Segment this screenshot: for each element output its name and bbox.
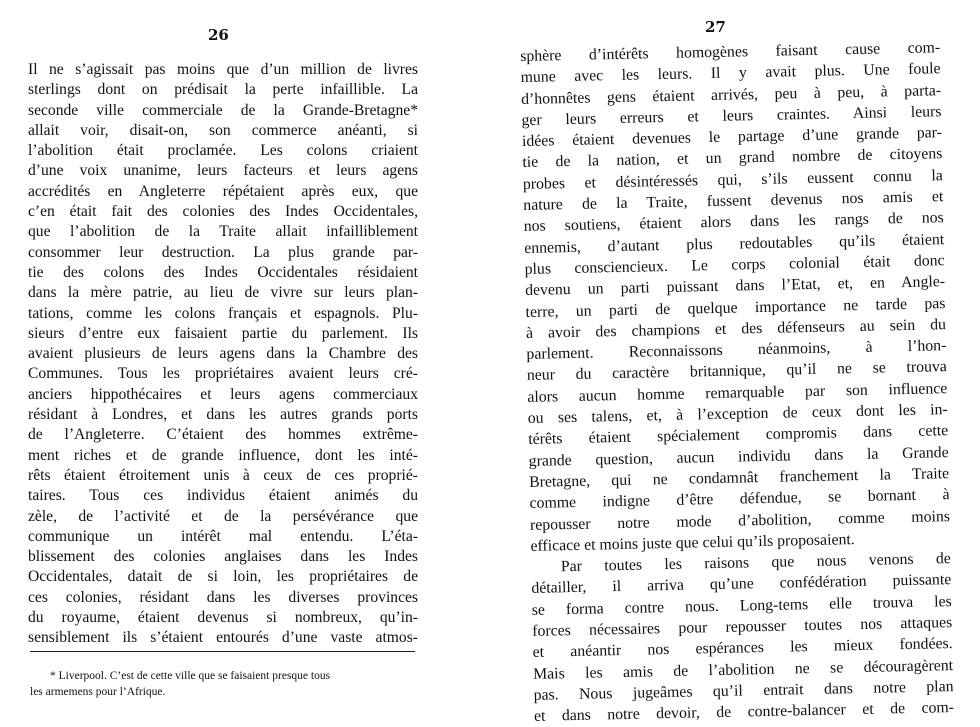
text-line: avaient plusieurs de leurs agens dans la Chambre des [28, 345, 418, 363]
page-number-right: 27 [705, 18, 726, 36]
text-line: efficace et moins juste que celui qu’ils proposaient. [530, 530, 855, 555]
text-line: idées étaient devenues le partage d’une grande par- [521, 124, 943, 151]
right-page [490, 0, 980, 726]
footnote-line: les armemens pour l’Afrique. [30, 686, 166, 698]
text-line: ment riches et de grande influence, dont les inté- [28, 446, 418, 464]
text-line: tie des colons des Indes Occidentales résidaient [28, 263, 418, 281]
text-line: seconde ville commerciale de la Grande-Bretagne* [28, 101, 418, 119]
text-line: grande question, aucun individu dans la Grande [528, 443, 949, 470]
text-line: terre, un parti de quelque importance ne tarde pas [525, 294, 946, 321]
text-line: mune avec les leurs. Il y avait plus. Une foule [520, 60, 941, 87]
text-line: Mais les amis de l’abolition ne se découragèrent [532, 656, 954, 683]
text-line: Par toutes les raisons que nous venons de [560, 550, 952, 576]
right-page-text [520, 37, 954, 727]
text-line: ennemis, d’autant plus redoutables qu’ils étaient [524, 230, 945, 257]
text-line: sterlings dont on prédisait la perte infaillible. La [28, 81, 418, 99]
text-line: à avoir des champions et des défenseurs au sein du [525, 316, 947, 342]
text-line: ou ses talens, et, à l’exception de ceux dont les in- [527, 401, 948, 427]
text-line: du royaume, étaient devenus si nombreux, qu’in- [28, 609, 418, 627]
text-line: résidant à Londres, et dans les autres grands ports [28, 406, 418, 424]
text-line: c’en était fait des colonies des Indes Occidentales, [28, 203, 418, 221]
text-line: communique un intérêt mal entendu. L’éta- [28, 527, 418, 545]
text-line: se forma contre nous. Long-tems elle trouva les [531, 592, 952, 619]
text-line: et dans notre devoir, de contre-balancer et de com- [533, 699, 955, 726]
text-line: alors aucun homme remarquable par son influence [527, 379, 948, 406]
text-line: sensiblement ils s’étaient entourés d’une vaste atmos- [28, 629, 418, 647]
footnote-divider [30, 651, 415, 652]
text-line: ces colonies, résidant dans les diverses provinces [28, 588, 418, 606]
footnote-line: * Liverpool. C’est de cette ville que se faisaient presque tous [50, 670, 331, 682]
text-line: probes et désintéressés qui, s’ils eussent connu la [522, 166, 943, 193]
text-line: consommer leur destruction. La plus grande par- [28, 243, 418, 261]
text-line: allait voir, disait-on, son commerce anéanti, si [28, 121, 418, 139]
text-line: anciers hippothécaires et leurs agens commerciaux [28, 385, 418, 403]
text-line: l’abolition était proclamée. Les colons criaient [28, 142, 418, 160]
text-line: forces nécessaires pour repousser toutes nos attaques [532, 614, 953, 640]
text-line: détailler, il arriva qu’une confédération puissante [531, 571, 952, 598]
text-line: Communes. Tous les propriétaires avaient leurs cré- [28, 365, 418, 383]
text-line: ger leurs erreurs et leurs craintes. Ainsi leurs [521, 103, 942, 129]
text-line: térêts étaient spécialement compromis dans cette [528, 422, 949, 449]
text-line: sieurs d’entre eux faisaient partie du parlement. Ils [28, 324, 418, 342]
text-line: dans la mère patrie, au lieu de vivre sur leurs plan- [28, 284, 418, 302]
text-line: blissement des colonies anglaises dans les Indes [28, 548, 418, 566]
footnote [30, 668, 420, 700]
text-line: de l’Angleterre. C’étaient des hommes extrême- [28, 426, 418, 444]
text-line: accrédités en Angleterre répétaient après eux, que [28, 182, 418, 200]
text-line: rêts étaient étroitement unis à ceux de ces proprié- [28, 466, 418, 484]
text-line: repousser notre mode d’abolition, comme moins [529, 507, 951, 534]
text-line: zèle, de l’activité et de la persévérance que [28, 507, 418, 525]
text-line: d’une voix unanime, leurs facteurs et leurs agens [28, 162, 418, 180]
left-page-text [28, 60, 418, 649]
left-page [0, 0, 470, 723]
text-line: Occidentales, datait de si loin, les propriétaires de [28, 568, 418, 586]
text-line: nature de la Traite, fussent devenus nos amis et [523, 188, 944, 215]
text-line: comme indigne d’être défendue, se bornant à [529, 486, 950, 513]
text-line: pas. Nous jugeâmes qu’il entrait dans notre plan [533, 677, 954, 704]
text-line: parlement. Reconnaissons néanmoins, à l’hon- [526, 337, 947, 364]
text-line: devenu un parti puissant dans l’Etat, et, en Angle- [524, 273, 946, 300]
text-line: que l’abolition de la Traite allait infailliblement [28, 223, 418, 241]
page-number-left: 26 [208, 26, 229, 44]
text-line: Bretagne, qui ne condamnât franchement la Traite [528, 465, 950, 491]
text-line: tie de la nation, et un grand nombre de citoyens [522, 145, 943, 172]
text-line: tations, comme les colons français et espagnols. Plu- [28, 304, 418, 322]
text-line: nos soutiens, étaient alors dans les rangs de nos [523, 209, 944, 236]
text-line: neur du caractère britannique, qu’il ne se trouva [526, 358, 947, 385]
text-line: plus consciencieux. Le corps colonial était donc [524, 252, 945, 278]
text-line: et anéantir nos espérances les mieux fondées. [532, 635, 953, 662]
text-line: sphère d’intérêts homogènes faisant cause com- [520, 39, 941, 65]
text-line: Il ne s’agissait pas moins que d’un million de livres [28, 61, 418, 78]
text-line: d’honnêtes gens étaient arrivés, peu à peu, à parta- [520, 81, 942, 108]
text-line: taires. Tous ces individus étaient animés du [28, 487, 418, 505]
